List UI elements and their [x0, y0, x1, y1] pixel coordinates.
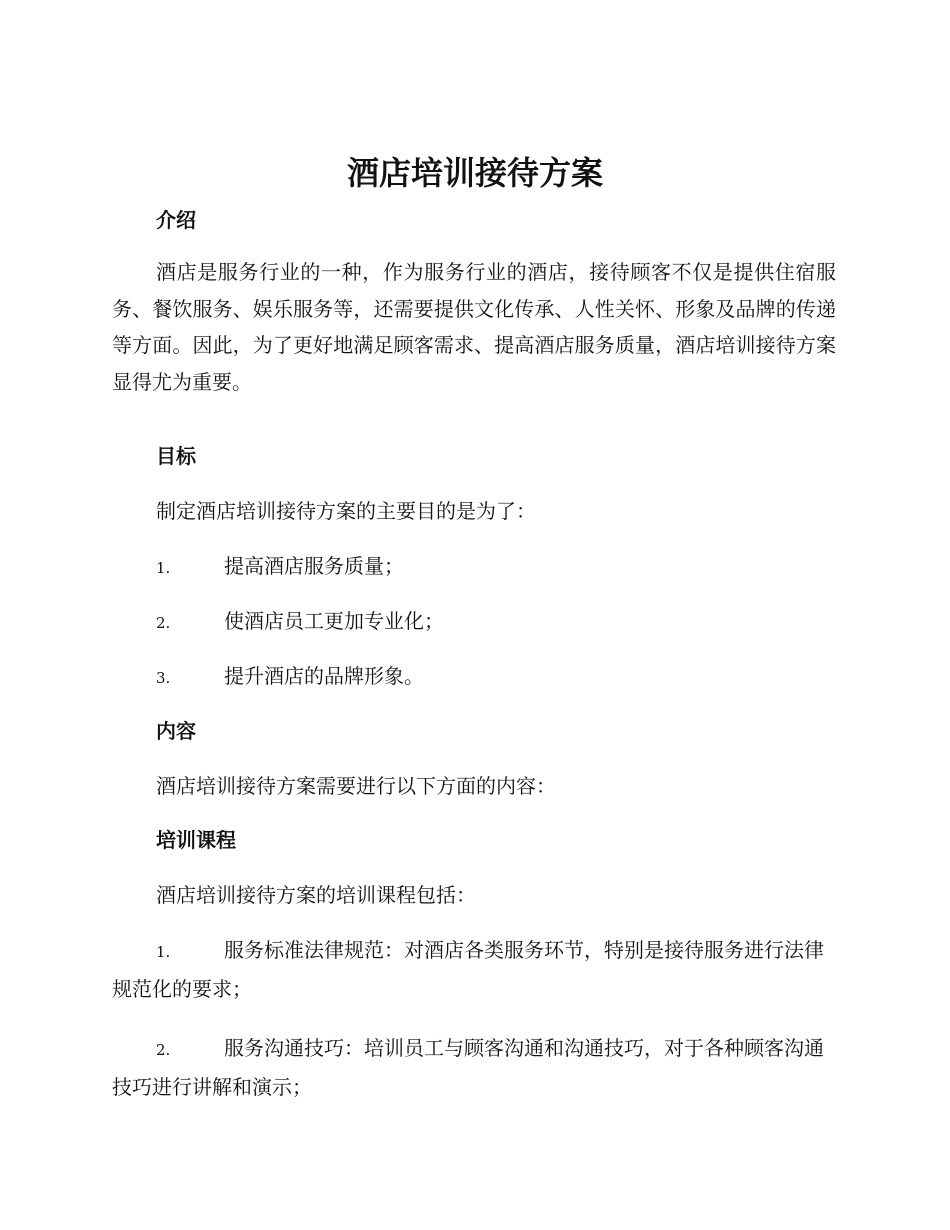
document-title: 酒店培训接待方案: [346, 154, 603, 192]
section-heading-goals: 目标: [156, 444, 196, 468]
list-number: 2.: [156, 1041, 171, 1059]
list-text: 提高酒店服务质量；: [224, 554, 404, 578]
course-item: [112, 932, 836, 1008]
section-heading-courses: 培训课程: [156, 828, 236, 852]
section-heading-intro: 介绍: [156, 208, 196, 232]
goal-item: [112, 548, 836, 587]
courses-lead: 酒店培训接待方案的培训课程包括：: [156, 883, 476, 907]
list-number: 1.: [156, 943, 171, 961]
list-text: 提升酒店的品牌形象。: [224, 664, 424, 688]
goal-item: [112, 658, 836, 697]
list-number: 2.: [156, 614, 171, 632]
content-lead: 酒店培训接待方案需要进行以下方面的内容：: [156, 774, 556, 798]
list-text: 服务沟通技巧：培训员工与顾客沟通和沟通技巧，对于各种顾客沟通技巧进行讲解和演示；: [112, 1036, 824, 1099]
intro-paragraph: 酒店是服务行业的一种，作为服务行业的酒店，接待顾客不仅是提供住宿服务、餐饮服务、娱乐服务等，还需要提供文化传承、人性关怀、形象及品牌的传递等方面。因此，为了更好地满足顾客需求、提高酒店服务质量，酒店培训接待方案显得尤为重要。: [112, 260, 836, 394]
list-number: 1.: [156, 559, 171, 577]
list-text: 服务标准法律规范：对酒店各类服务环节，特别是接待服务进行法律规范化的要求；: [112, 938, 824, 1001]
goal-item: [112, 603, 836, 642]
list-text: 使酒店员工更加专业化；: [224, 609, 444, 633]
list-number: 3.: [156, 669, 171, 687]
course-item: [112, 1030, 836, 1106]
section-heading-content: 内容: [156, 719, 196, 743]
goals-lead: 制定酒店培训接待方案的主要目的是为了：: [156, 499, 536, 523]
